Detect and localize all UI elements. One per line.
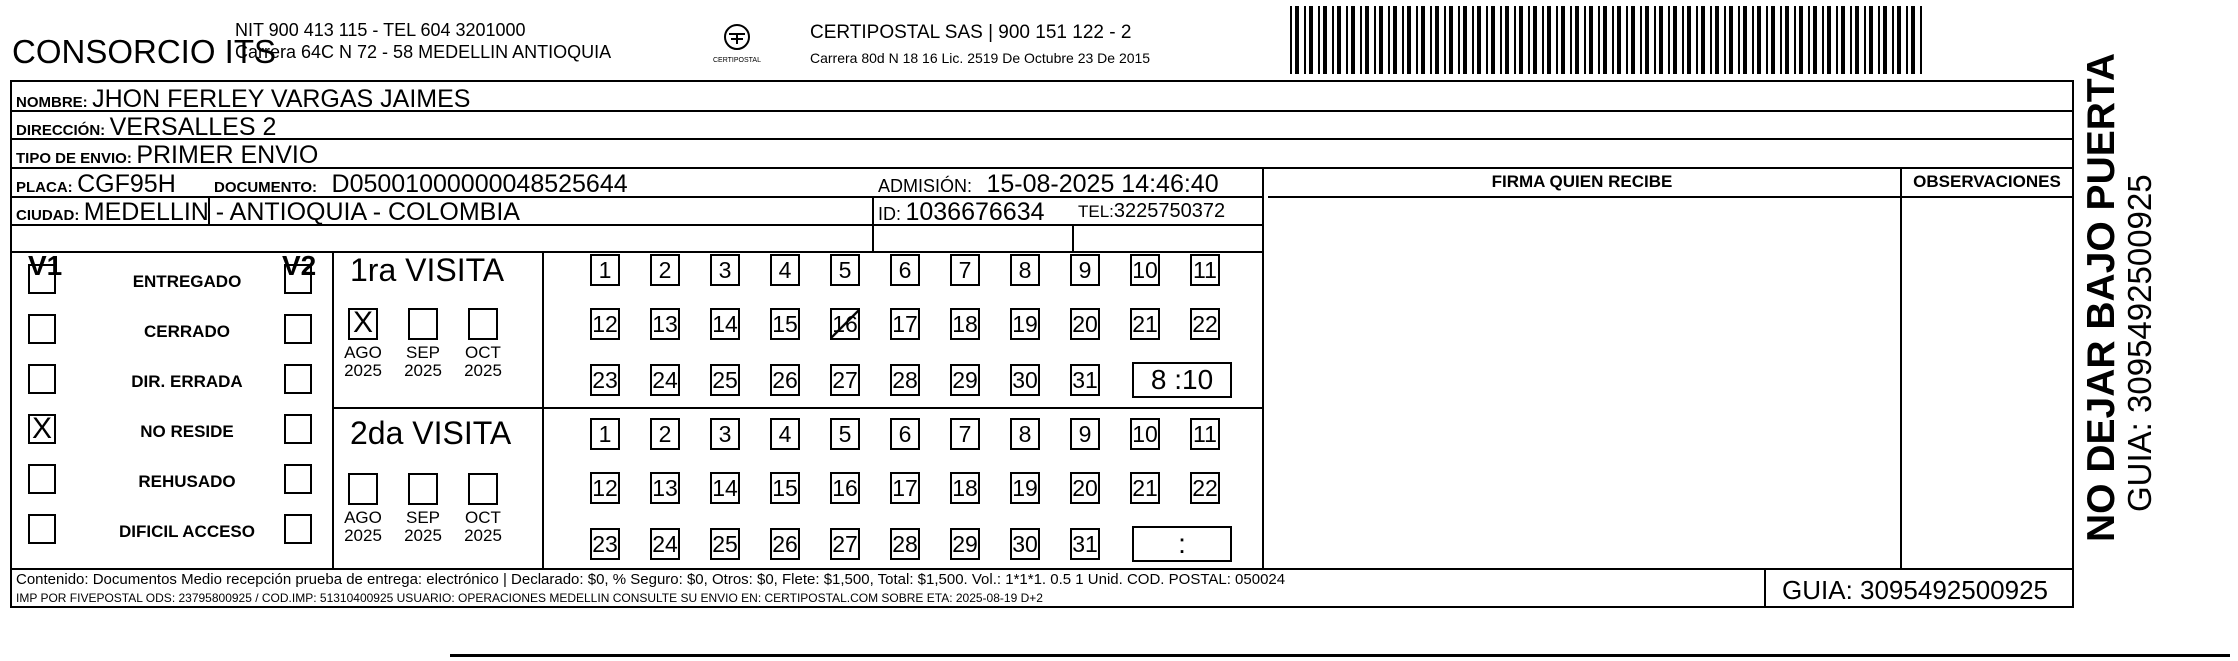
visit1-day-box[interactable]: 11 <box>1190 254 1220 286</box>
barcode-bar <box>1304 6 1306 74</box>
barcode-bar <box>1547 6 1551 74</box>
visit2-day-box[interactable]: 19 <box>1010 472 1040 504</box>
status-label: REHUSADO <box>138 472 236 491</box>
nombre-value: JHON FERLEY VARGAS JAIMES <box>92 85 471 113</box>
visit1-day-box[interactable]: 5 <box>830 254 860 286</box>
visit2-day-box[interactable]: 2 <box>650 418 680 450</box>
barcode-bar <box>1757 6 1761 74</box>
visit1-day-box[interactable]: 8 <box>1010 254 1040 286</box>
placa-value: CGF95H <box>77 170 176 198</box>
barcode-bar <box>1682 6 1684 74</box>
barcode-bar <box>1920 6 1922 74</box>
visit1-day-box[interactable]: 17 <box>890 308 920 340</box>
visit1-year-label: 2025 <box>464 361 502 380</box>
barcode-bar <box>1850 6 1852 74</box>
barcode-bar <box>1500 6 1502 74</box>
barcode-bar <box>1561 6 1565 74</box>
visit2-hour-box[interactable]: : <box>1132 526 1232 562</box>
direccion-value: VERSALLES 2 <box>109 113 277 141</box>
barcode-bar <box>1570 6 1572 74</box>
observaciones-header: OBSERVACIONES <box>1913 172 2061 191</box>
visit2-day-box[interactable]: 5 <box>830 418 860 450</box>
barcode-bar <box>1430 6 1432 74</box>
barcode-bar <box>1346 6 1348 74</box>
barcode-bar <box>1435 6 1439 74</box>
visit2-day-box[interactable]: 16 <box>830 472 860 504</box>
status-v2-checkbox[interactable] <box>284 364 312 394</box>
visit1-hour-box[interactable]: 8 :10 <box>1132 362 1232 398</box>
barcode-bar <box>1337 6 1341 74</box>
barcode-bar <box>1752 6 1754 74</box>
visit1-day-box[interactable]: 6 <box>890 254 920 286</box>
visit1-day-box[interactable]: 24 <box>650 364 680 396</box>
barcode-bar <box>1631 6 1635 74</box>
barcode-bar <box>1808 6 1810 74</box>
barcode-bar <box>1668 6 1670 74</box>
barcode-bar <box>1351 6 1355 74</box>
certipostal-logo <box>705 22 769 66</box>
status-label: DIR. ERRADA <box>131 372 243 391</box>
visit1-month-checkbox[interactable] <box>408 308 438 340</box>
visit1-day-box[interactable]: 4 <box>770 254 800 286</box>
visit2-day-box[interactable]: 27 <box>830 528 860 560</box>
visit1-day-box[interactable]: 30 <box>1010 364 1040 396</box>
visit1-day-box[interactable]: 31 <box>1070 364 1100 396</box>
visit2-day-box[interactable]: 13 <box>650 472 680 504</box>
barcode-bar <box>1603 6 1607 74</box>
status-v2-checkbox[interactable] <box>284 464 312 494</box>
no-dejar-bajo-puerta: NO DEJAR BAJO PUERTA <box>2080 52 2123 542</box>
visit1-year-label: 2025 <box>344 361 382 380</box>
visit1-day-box[interactable]: 15 <box>770 308 800 340</box>
barcode-bar <box>1799 6 1803 74</box>
visit2-day-box[interactable]: 28 <box>890 528 920 560</box>
barcode-bar <box>1724 6 1726 74</box>
visit1-day-box[interactable]: 14 <box>710 308 740 340</box>
visit2-day-box[interactable]: 22 <box>1190 472 1220 504</box>
barcode-bar <box>1514 6 1516 74</box>
footer-imp: IMP POR FIVEPOSTAL ODS: 23795800925 / COD.IMP: 51310400925 USUARIO: OPERACIONES MEDELLIN CONSULTE SU ENVIO EN: CERTIPOSTAL.COM SOBRE ETA: 2025-08-19 D+2 <box>16 591 1043 605</box>
status-v2-checkbox[interactable] <box>284 314 312 344</box>
barcode-bar <box>1715 6 1719 74</box>
barcode-bar <box>1612 6 1614 74</box>
visit1-month-checkbox[interactable]: X <box>348 308 378 340</box>
visit2-day-box[interactable]: 24 <box>650 528 680 560</box>
v1-header: V1 <box>28 250 63 281</box>
barcode-bar <box>1701 6 1705 74</box>
visit1-day-box[interactable]: 20 <box>1070 308 1100 340</box>
barcode-bar <box>1575 6 1579 74</box>
barcode-bar <box>1421 6 1425 74</box>
barcode-bar <box>1645 6 1649 74</box>
barcode-bar <box>1533 6 1537 74</box>
barcode-bar <box>1743 6 1747 74</box>
barcode-bar <box>1710 6 1712 74</box>
side-notice <box>2082 53 2158 542</box>
visit2-day-box[interactable]: 18 <box>950 472 980 504</box>
barcode-bar <box>1864 6 1866 74</box>
tel-value: 3225750372 <box>1113 200 1226 222</box>
visit1-month-checkbox[interactable] <box>468 308 498 340</box>
barcode-bar <box>1491 6 1495 74</box>
barcode-bar <box>1360 6 1362 74</box>
visit1-day-box[interactable]: 12 <box>590 308 620 340</box>
visit2-month-checkbox[interactable] <box>408 473 438 505</box>
id-value: 1036676634 <box>905 198 1045 226</box>
barcode-bar <box>1771 6 1775 74</box>
barcode-bar <box>1617 6 1621 74</box>
status-v1-checkbox[interactable] <box>28 514 56 544</box>
barcode-bar <box>1295 6 1299 74</box>
barcode-bar <box>1477 6 1481 74</box>
barcode-bar <box>1785 6 1789 74</box>
visit1-day-box[interactable]: 2 <box>650 254 680 286</box>
visit1-title: 1ra VISITA <box>350 252 505 288</box>
visit1-day-box[interactable]: 26 <box>770 364 800 396</box>
barcode <box>1290 6 1923 74</box>
barcode-bar <box>1332 6 1334 74</box>
barcode-bar <box>1822 6 1824 74</box>
visit1-day-box[interactable]: 18 <box>950 308 980 340</box>
barcode-bar <box>1911 6 1915 74</box>
visit2-day-box[interactable]: 31 <box>1070 528 1100 560</box>
status-label: ENTREGADO <box>132 272 242 291</box>
status-v2-checkbox[interactable] <box>284 264 312 294</box>
side-guia: GUIA: 3095492500925 <box>2121 174 2158 512</box>
visit2-day-box[interactable]: 3 <box>710 418 740 450</box>
barcode-bar <box>1393 6 1397 74</box>
visit1-day-box[interactable]: 27 <box>830 364 860 396</box>
status-v1-checkbox[interactable] <box>28 264 56 294</box>
visit1-day-box[interactable]: 1 <box>590 254 620 286</box>
barcode-bar <box>1318 6 1320 74</box>
carrier-address: Carrera 80d N 18 16 Lic. 2519 De Octubre 23 De 2015 <box>810 50 1151 66</box>
visit2-year-label: 2025 <box>404 526 442 545</box>
company-address: Carrera 64C N 72 - 58 MEDELLIN ANTIOQUIA <box>235 42 612 62</box>
barcode-bar <box>1519 6 1523 74</box>
visit2-month-label: AGO <box>344 508 382 527</box>
visit2-day-box[interactable]: 26 <box>770 528 800 560</box>
visit2-day-box[interactable]: 12 <box>590 472 620 504</box>
guide-form <box>10 80 2074 608</box>
visit2-title: 2da VISITA <box>350 415 512 451</box>
visit1-day-box[interactable]: 9 <box>1070 254 1100 286</box>
status-label: DIFICIL ACCESO <box>118 522 255 541</box>
visit2-day-box[interactable]: 30 <box>1010 528 1040 560</box>
barcode-bar <box>1841 6 1845 74</box>
visit2-day-box[interactable]: 11 <box>1190 418 1220 450</box>
visit2-year-label: 2025 <box>344 526 382 545</box>
barcode-bar <box>1365 6 1369 74</box>
status-label: CERRADO <box>144 322 230 341</box>
visit2-day-box[interactable]: 17 <box>890 472 920 504</box>
visit1-day-box[interactable]: 29 <box>950 364 980 396</box>
visit1-day-box[interactable]: 25 <box>710 364 740 396</box>
admision-label: ADMISIÓN: <box>878 176 973 196</box>
tipo-envio-value: PRIMER ENVIO <box>136 141 319 169</box>
visit1-day-box[interactable]: 13 <box>650 308 680 340</box>
documento-label: DOCUMENTO: <box>214 179 318 196</box>
barcode-bar <box>1290 6 1292 74</box>
barcode-bar <box>1869 6 1873 74</box>
barcode-bar <box>1486 6 1488 74</box>
visit1-day-box[interactable]: 23 <box>590 364 620 396</box>
barcode-bar <box>1766 6 1768 74</box>
placa-label: PLACA: <box>16 179 73 196</box>
visit1-month-label: AGO <box>344 343 382 362</box>
ciudad-label: CIUDAD: <box>16 207 80 224</box>
barcode-bar <box>1883 6 1887 74</box>
carrier-name: CERTIPOSTAL SAS | 900 151 122 - 2 <box>810 22 1132 43</box>
barcode-bar <box>1402 6 1404 74</box>
barcode-bar <box>1407 6 1411 74</box>
barcode-bar <box>1640 6 1642 74</box>
direccion-label: DIRECCIÓN: <box>16 122 106 139</box>
barcode-bar <box>1449 6 1453 74</box>
status-v1-checkbox[interactable] <box>28 464 56 494</box>
visit1-day-box[interactable]: 22 <box>1190 308 1220 340</box>
status-v1-checkbox[interactable]: X <box>28 414 56 444</box>
id-label: ID: <box>878 204 902 224</box>
guia-number: GUIA: 3095492500925 <box>1782 575 2048 605</box>
barcode-bar <box>1654 6 1656 74</box>
barcode-bar <box>1388 6 1390 74</box>
visit2-month-checkbox[interactable] <box>348 473 378 505</box>
barcode-bar <box>1463 6 1467 74</box>
barcode-bar <box>1323 6 1327 74</box>
status-v1-checkbox[interactable] <box>28 314 56 344</box>
documento-value: D05001000000048525644 <box>331 170 628 198</box>
barcode-bar <box>1878 6 1880 74</box>
nombre-label: NOMBRE: <box>16 94 88 111</box>
visit2-day-box[interactable]: 9 <box>1070 418 1100 450</box>
barcode-bar <box>1598 6 1600 74</box>
barcode-bar <box>1416 6 1418 74</box>
barcode-bar <box>1589 6 1593 74</box>
barcode-bar <box>1542 6 1544 74</box>
visit2-month-label: OCT <box>465 508 501 527</box>
status-label: NO RESIDE <box>140 422 234 441</box>
barcode-bar <box>1827 6 1831 74</box>
visit2-day-box[interactable]: 4 <box>770 418 800 450</box>
barcode-bar <box>1836 6 1838 74</box>
barcode-bar <box>1556 6 1558 74</box>
barcode-bar <box>1505 6 1509 74</box>
visit1-day-box[interactable]: 19 <box>1010 308 1040 340</box>
barcode-bar <box>1906 6 1908 74</box>
barcode-bar <box>1584 6 1586 74</box>
ciudad-value: MEDELLIN - ANTIOQUIA - COLOMBIA <box>83 198 520 226</box>
status-v2-checkbox[interactable] <box>284 514 312 544</box>
barcode-bar <box>1855 6 1859 74</box>
barcode-bar <box>1892 6 1894 74</box>
visit2-month-checkbox[interactable] <box>468 473 498 505</box>
barcode-bar <box>1626 6 1628 74</box>
visit2-day-box[interactable]: 15 <box>770 472 800 504</box>
company-name: CONSORCIO ITS <box>12 33 277 70</box>
visit2-year-label: 2025 <box>464 526 502 545</box>
visit1-year-label: 2025 <box>404 361 442 380</box>
visit2-day-box[interactable]: 8 <box>1010 418 1040 450</box>
visit2-day-box[interactable]: 25 <box>710 528 740 560</box>
visit2-day-box[interactable]: 10 <box>1130 418 1160 450</box>
visit2-day-box[interactable]: 1 <box>590 418 620 450</box>
barcode-bar <box>1444 6 1446 74</box>
visit1-month-label: OCT <box>465 343 501 362</box>
visit1-day-box[interactable]: 28 <box>890 364 920 396</box>
visit1-day-box[interactable]: 21 <box>1130 308 1160 340</box>
barcode-bar <box>1780 6 1782 74</box>
footer-contenido: Contenido: Documentos Medio recepción prueba de entrega: electrónico | Declarado: $0, % Seguro: $0, Otros: $0, Flete: $1,500, Total: $1,500. Vol.: 1*1*1. 0.5 1 Unid. COD. POSTAL: 050024 <box>16 571 1286 588</box>
barcode-bar <box>1374 6 1376 74</box>
barcode-bar <box>1729 6 1733 74</box>
visit2-day-box[interactable]: 6 <box>890 418 920 450</box>
status-v1-checkbox[interactable] <box>28 364 56 394</box>
visit2-day-box[interactable]: 29 <box>950 528 980 560</box>
barcode-bar <box>1687 6 1691 74</box>
v2-header: V2 <box>282 250 317 281</box>
visit1-day-box[interactable]: 10 <box>1130 254 1160 286</box>
barcode-bar <box>1472 6 1474 74</box>
svg-text:CERTIPOSTAL: CERTIPOSTAL <box>713 57 761 64</box>
cut-line <box>450 654 2230 657</box>
visit2-day-box[interactable]: 23 <box>590 528 620 560</box>
company-nit: NIT 900 413 115 - TEL 604 3201000 <box>235 20 526 40</box>
firma-header: FIRMA QUIEN RECIBE <box>1491 172 1673 191</box>
barcode-bar <box>1458 6 1460 74</box>
barcode-bar <box>1309 6 1313 74</box>
visit2-day-box[interactable]: 14 <box>710 472 740 504</box>
visit1-day-box[interactable]: 3 <box>710 254 740 286</box>
visit1-day-box[interactable]: 16 <box>830 308 860 340</box>
visit1-day-box[interactable]: 7 <box>950 254 980 286</box>
visit1-month-label: SEP <box>405 343 441 362</box>
tel-label: TEL: <box>1078 202 1114 221</box>
barcode-bar <box>1813 6 1817 74</box>
barcode-bar <box>1659 6 1663 74</box>
barcode-bar <box>1379 6 1383 74</box>
tipo-envio-label: TIPO DE ENVIO: <box>16 150 132 167</box>
status-v2-checkbox[interactable] <box>284 414 312 444</box>
barcode-bar <box>1897 6 1901 74</box>
barcode-bar <box>1696 6 1698 74</box>
visit2-day-box[interactable]: 21 <box>1130 472 1160 504</box>
barcode-bar <box>1673 6 1677 74</box>
admision-value: 15-08-2025 14:46:40 <box>986 170 1219 198</box>
visit2-month-label: SEP <box>405 508 441 527</box>
visit2-day-box[interactable]: 20 <box>1070 472 1100 504</box>
barcode-bar <box>1794 6 1796 74</box>
visit2-day-box[interactable]: 7 <box>950 418 980 450</box>
barcode-bar <box>1738 6 1740 74</box>
barcode-bar <box>1528 6 1530 74</box>
